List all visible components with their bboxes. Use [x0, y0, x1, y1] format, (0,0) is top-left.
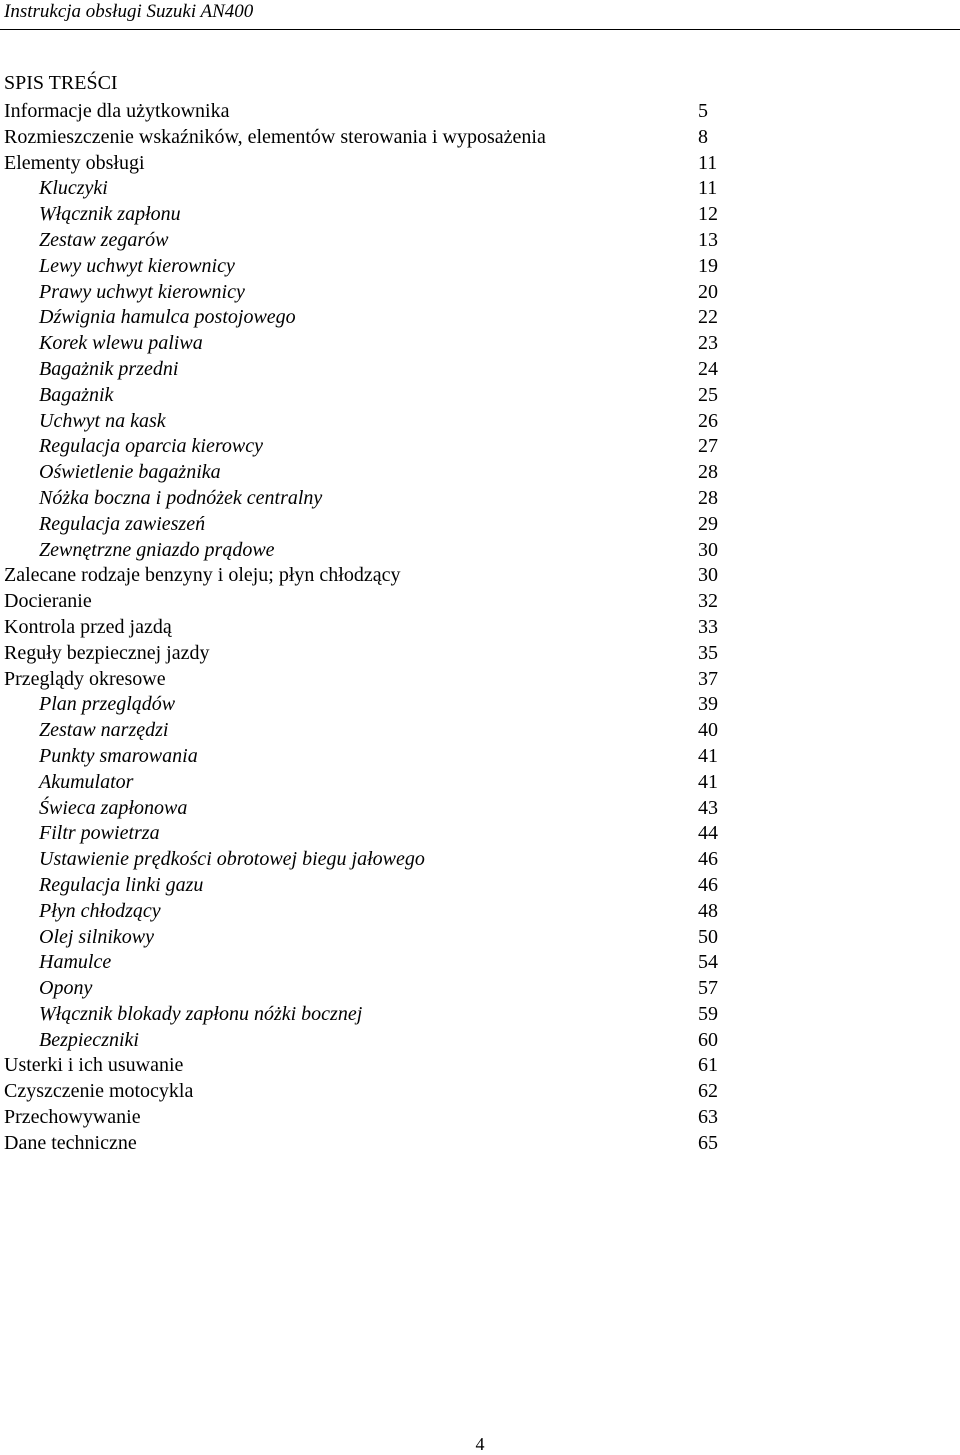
toc-entry [0, 1052, 960, 1078]
toc-entry-title: Uchwyt na kask [39, 409, 166, 432]
toc-subentry [0, 511, 960, 537]
table-of-contents [0, 98, 960, 1156]
toc-entry-title: Opony [39, 977, 93, 1000]
toc-entry-page: 20 [698, 280, 718, 303]
toc-entry-title: Dźwignia hamulca postojowego [39, 306, 296, 329]
toc-entry [0, 1078, 960, 1104]
toc-entry [0, 562, 960, 588]
toc-subentry [0, 717, 960, 743]
toc-entry-title: Przeglądy okresowe [4, 667, 166, 690]
toc-entry-page: 54 [698, 951, 718, 974]
toc-entry-title: Bagażnik [39, 383, 114, 406]
toc-entry-page: 8 [698, 125, 708, 148]
header-rule [0, 29, 960, 30]
toc-subentry [0, 975, 960, 1001]
toc-entry [0, 640, 960, 666]
toc-entry-title: Hamulce [39, 951, 112, 974]
toc-entry-title: Korek wlewu paliwa [39, 332, 203, 355]
toc-entry-page: 33 [698, 615, 718, 638]
toc-entry-page: 62 [698, 1080, 718, 1103]
toc-subentry [0, 227, 960, 253]
toc-entry-title: Zalecane rodzaje benzyny i oleju; płyn chłodzący [4, 564, 401, 587]
toc-entry [0, 614, 960, 640]
toc-subentry [0, 433, 960, 459]
toc-entry-page: 50 [698, 925, 718, 948]
toc-entry [0, 150, 960, 176]
toc-entry-page: 48 [698, 899, 718, 922]
toc-entry-page: 29 [698, 512, 718, 535]
toc-entry-title: Regulacja zawieszeń [39, 512, 206, 535]
toc-entry-title: Świeca zapłonowa [39, 796, 188, 819]
toc-entry [0, 1130, 960, 1156]
toc-subentry [0, 330, 960, 356]
toc-entry [0, 1104, 960, 1130]
page-number [0, 1433, 960, 1455]
toc-entry-page: 5 [698, 100, 708, 122]
toc-entry-page: 61 [698, 1054, 718, 1077]
toc-subentry [0, 769, 960, 795]
toc-subentry [0, 408, 960, 434]
toc-entry-page: 41 [698, 770, 718, 793]
toc-entry-page: 12 [698, 203, 718, 226]
toc-entry-title: Oświetlenie bagażnika [39, 461, 221, 484]
toc-subentry [0, 691, 960, 717]
toc-entry-page: 35 [698, 641, 718, 664]
toc-entry-page: 59 [698, 1002, 718, 1025]
toc-entry-page: 44 [698, 822, 718, 845]
toc-entry-title: Ustawienie prędkości obrotowej biegu jałowego [39, 848, 425, 871]
toc-entry-page: 24 [698, 357, 718, 380]
toc-subentry [0, 356, 960, 382]
toc-entry-title: Regulacja linki gazu [39, 873, 204, 896]
toc-entry-title: Zewnętrzne gniazdo prądowe [39, 538, 275, 561]
toc-entry-title: Nóżka boczna i podnóżek centralny [39, 486, 323, 509]
toc-entry-page: 30 [698, 538, 718, 561]
toc-subentry [0, 743, 960, 769]
toc-entry-page: 11 [698, 151, 718, 174]
toc-entry-page: 28 [698, 486, 718, 509]
toc-entry-title: Punkty smarowania [39, 744, 198, 767]
toc-entry-title: Bezpieczniki [39, 1028, 139, 1051]
toc-entry-page: 27 [698, 435, 718, 458]
toc-subentry [0, 175, 960, 201]
running-header: Instrukcja obsługi Suzuki AN400 [4, 1, 254, 22]
toc-entry-page: 39 [698, 693, 718, 716]
toc-entry-title: Włącznik zapłonu [39, 203, 181, 226]
toc-entry-title: Lewy uchwyt kierownicy [39, 254, 235, 277]
toc-entry-title: Zestaw narzędzi [39, 719, 169, 742]
toc-entry-title: Informacje dla użytkownika [4, 100, 230, 122]
toc-entry-page: 30 [698, 564, 718, 587]
toc-entry-title: Kluczyki [39, 177, 108, 200]
toc-subentry [0, 898, 960, 924]
toc-subentry [0, 1027, 960, 1053]
page-number-label: 4 [475, 1434, 485, 1454]
toc-entry-title: Reguły bezpiecznej jazdy [4, 641, 210, 664]
toc-subentry [0, 279, 960, 305]
toc-entry-page: 60 [698, 1028, 718, 1051]
toc-subentry [0, 382, 960, 408]
toc-entry-page: 41 [698, 744, 718, 767]
toc-entry-title: Czyszczenie motocykla [4, 1080, 194, 1103]
toc-subentry [0, 485, 960, 511]
toc-subentry [0, 846, 960, 872]
toc-entry [0, 588, 960, 614]
toc-entry [0, 98, 960, 124]
toc-entry-page: 32 [698, 590, 718, 613]
toc-entry [0, 124, 960, 150]
toc-entry-page: 23 [698, 332, 718, 355]
toc-entry-title: Filtr powietrza [39, 822, 160, 845]
toc-entry-title: Prawy uchwyt kierownicy [39, 280, 245, 303]
toc-entry-title: Przechowywanie [4, 1106, 141, 1129]
toc-subentry [0, 304, 960, 330]
toc-entry-page: 28 [698, 461, 718, 484]
toc-entry-page: 11 [698, 177, 718, 200]
toc-subentry [0, 253, 960, 279]
toc-entry-title: Włącznik blokady zapłonu nóżki bocznej [39, 1002, 363, 1025]
toc-entry-title: Płyn chłodzący [39, 899, 161, 922]
toc-entry-page: 46 [698, 848, 718, 871]
toc-entry-title: Rozmieszczenie wskaźników, elementów sterowania i wyposażenia [4, 125, 546, 148]
toc-entry-page: 43 [698, 796, 718, 819]
toc-entry-page: 19 [698, 254, 718, 277]
toc-subentry [0, 459, 960, 485]
toc-entry-title: Elementy obsługi [4, 151, 145, 174]
toc-subentry [0, 924, 960, 950]
toc-subentry [0, 537, 960, 563]
toc-entry-title: Zestaw zegarów [39, 228, 169, 251]
toc-entry-page: 63 [698, 1106, 718, 1129]
toc-subentry [0, 201, 960, 227]
toc-entry-title: Kontrola przed jazdą [4, 615, 172, 638]
toc-subentry [0, 795, 960, 821]
toc-title: SPIS TREŚCI [4, 72, 118, 94]
toc-subentry [0, 949, 960, 975]
toc-entry-page: 22 [698, 306, 718, 329]
toc-entry-title: Bagażnik przedni [39, 357, 179, 380]
toc-entry-page: 37 [698, 667, 718, 690]
toc-subentry [0, 1001, 960, 1027]
toc-entry-title: Docieranie [4, 590, 92, 613]
toc-entry-title: Dane techniczne [4, 1131, 137, 1154]
toc-entry-page: 26 [698, 409, 718, 432]
toc-entry-title: Regulacja oparcia kierowcy [39, 435, 264, 458]
toc-entry-title: Plan przeglądów [39, 693, 176, 716]
toc-entry-page: 65 [698, 1131, 718, 1154]
toc-subentry [0, 820, 960, 846]
toc-entry-title: Olej silnikowy [39, 925, 154, 948]
toc-entry-page: 40 [698, 719, 718, 742]
toc-entry-page: 25 [698, 383, 718, 406]
toc-entry-page: 13 [698, 228, 718, 251]
toc-entry-title: Usterki i ich usuwanie [4, 1054, 184, 1077]
toc-entry-page: 57 [698, 977, 718, 1000]
toc-entry-title: Akumulator [39, 770, 134, 793]
toc-subentry [0, 872, 960, 898]
toc-entry [0, 666, 960, 692]
toc-entry-page: 46 [698, 873, 718, 896]
